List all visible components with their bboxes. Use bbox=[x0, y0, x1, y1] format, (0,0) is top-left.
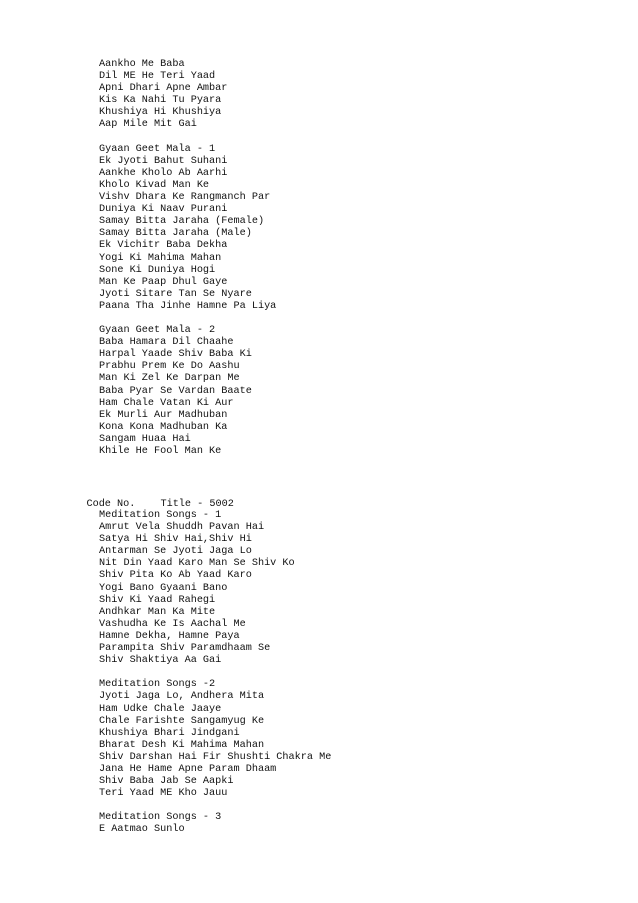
list-item: Ham Udke Chale Jaaye bbox=[99, 703, 222, 715]
list-item: Baba Pyar Se Vardan Baate bbox=[99, 385, 252, 397]
song-list-top bbox=[99, 59, 276, 458]
list-item: Shiv Ki Yaad Rahegi bbox=[99, 594, 216, 606]
list-item: Teri Yaad ME Kho Jauu bbox=[99, 788, 228, 800]
list-item: Satya Hi Shiv Hai,Shiv Hi bbox=[99, 534, 252, 546]
list-item: Jyoti Sitare Tan Se Nyare bbox=[99, 288, 252, 300]
list-item: Khushiya Hi Khushiya bbox=[99, 107, 222, 119]
list-item: Kholo Kivad Man Ke bbox=[99, 179, 210, 191]
list-item: Paana Tha Jinhe Hamne Pa Liya bbox=[99, 300, 277, 312]
list-item: Baba Hamara Dil Chaahe bbox=[99, 337, 234, 349]
list-item: Khile He Fool Man Ke bbox=[99, 446, 222, 457]
title-label: Title - 5002 bbox=[160, 499, 234, 511]
list-item: Kona Kona Madhuban Ka bbox=[99, 421, 228, 433]
meditation-songs-2 bbox=[99, 679, 331, 800]
list-item: Samay Bitta Jaraha (Female) bbox=[99, 216, 265, 228]
list-item: Samay Bitta Jaraha (Male) bbox=[99, 228, 252, 240]
list-item: Shiv Darshan Hai Fir Shushti Chakra Me bbox=[99, 751, 332, 763]
list-item: Dil ME He Teri Yaad bbox=[99, 71, 216, 83]
list-item: Aankho Me Baba bbox=[99, 59, 185, 70]
list-item: Parampita Shiv Paramdhaam Se bbox=[99, 643, 271, 655]
list-item: Shiv Pita Ko Ab Yaad Karo bbox=[99, 570, 252, 582]
meditation-songs-1 bbox=[99, 510, 331, 667]
list-item: Jana He Hame Apne Param Dhaam bbox=[99, 763, 277, 775]
list-item: Shiv Baba Jab Se Aapki bbox=[99, 776, 234, 788]
list-item: Sone Ki Duniya Hogi bbox=[99, 264, 216, 276]
list-item: Vishv Dhara Ke Rangmanch Par bbox=[99, 192, 271, 204]
section-heading: Meditation Songs - 3 bbox=[99, 812, 222, 824]
list-item: Man Ki Zel Ke Darpan Me bbox=[99, 373, 240, 385]
list-item: Prabhu Prem Ke Do Aashu bbox=[99, 361, 240, 373]
list-item: Apni Dhari Apne Ambar bbox=[99, 83, 228, 95]
list-item: Ek Murli Aur Madhuban bbox=[99, 409, 228, 421]
gyaan-geet-mala-2 bbox=[99, 325, 276, 458]
list-item: Bharat Desh Ki Mahima Mahan bbox=[99, 739, 265, 751]
list-item: Amrut Vela Shuddh Pavan Hai bbox=[99, 522, 265, 534]
meditation-songs-3 bbox=[99, 812, 331, 836]
list-item: Vashudha Ke Is Aachal Me bbox=[99, 618, 246, 630]
list-item: Aankhe Kholo Ab Aarhi bbox=[99, 167, 228, 179]
section-heading: Gyaan Geet Mala - 2 bbox=[99, 325, 216, 337]
list-item: Harpal Yaade Shiv Baba Ki bbox=[99, 349, 252, 361]
code-number-label: Code No. bbox=[86, 499, 136, 511]
section-heading: Meditation Songs -2 bbox=[99, 679, 216, 691]
list-item: Shiv Shaktiya Aa Gai bbox=[99, 655, 222, 667]
group-a bbox=[99, 59, 276, 132]
song-list-bottom bbox=[99, 510, 331, 837]
list-item: E Aatmao Sunlo bbox=[99, 824, 185, 836]
list-item: Hamne Dekha, Hamne Paya bbox=[99, 630, 240, 642]
list-item: Duniya Ki Naav Purani bbox=[99, 204, 228, 216]
list-item: Man Ke Paap Dhul Gaye bbox=[99, 276, 228, 288]
list-item: Aap Mile Mit Gai bbox=[99, 119, 197, 131]
list-item: Antarman Se Jyoti Jaga Lo bbox=[99, 546, 252, 558]
section-heading: Meditation Songs - 1 bbox=[99, 510, 222, 521]
list-item: Sangam Huaa Hai bbox=[99, 433, 191, 445]
list-item: Ham Chale Vatan Ki Aur bbox=[99, 397, 234, 409]
list-item: Yogi Ki Mahima Mahan bbox=[99, 252, 222, 264]
list-item: Chale Farishte Sangamyug Ke bbox=[99, 715, 265, 727]
list-item: Andhkar Man Ka Mite bbox=[99, 606, 216, 618]
list-item: Nit Din Yaad Karo Man Se Shiv Ko bbox=[99, 558, 295, 570]
list-item: Khushiya Bhari Jindgani bbox=[99, 727, 240, 739]
section-heading: Gyaan Geet Mala - 1 bbox=[99, 143, 216, 155]
list-item: Ek Jyoti Bahut Suhani bbox=[99, 155, 228, 167]
gyaan-geet-mala-1 bbox=[99, 144, 276, 313]
list-item: Yogi Bano Gyaani Bano bbox=[99, 582, 228, 594]
list-item: Kis Ka Nahi Tu Pyara bbox=[99, 95, 222, 107]
list-item: Ek Vichitr Baba Dekha bbox=[99, 240, 228, 252]
list-item: Jyoti Jaga Lo, Andhera Mita bbox=[99, 691, 265, 703]
